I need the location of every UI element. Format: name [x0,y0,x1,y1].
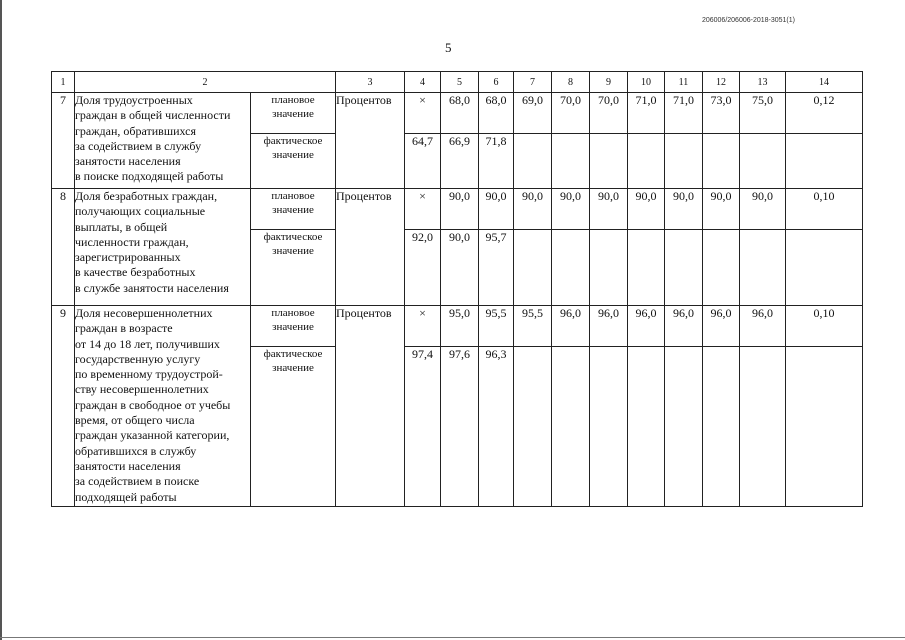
indicator-name-line: выплаты, в общей [75,219,168,234]
indicator-name-line: за содействием в службу [75,138,202,153]
row-number: 9 [52,306,75,507]
value-type-fact [251,134,336,189]
indicator-name-line: Доля несовершеннолетних [75,306,213,320]
value-type-fact [251,230,336,306]
indicator-name-line: занятости населения [75,154,181,169]
scan-left-edge [0,0,2,640]
fact-value-cell [628,347,665,507]
indicator-name-line: граждан, обратившихся [75,123,197,138]
fact-value-cell [628,230,665,306]
plan-value-cell: 69,0 [514,93,552,134]
header-cell: 11 [665,72,703,93]
plan-value-cell: 90,0 [479,189,514,230]
fact-value-cell: 96,3 [479,347,514,507]
plan-value-cell: 96,0 [740,306,786,347]
value-type-fact [251,347,336,507]
indicators-table [51,71,863,507]
indicator-name-line: время, от общего числа [75,413,195,428]
fact-value-cell [552,347,590,507]
indicator-name [75,189,251,306]
fact-value-cell [665,347,703,507]
value-type-line: значение [272,362,314,374]
fact-value-cell [703,230,740,306]
indicator-name-line: ству несовершеннолетних [75,382,209,397]
fact-value-cell [740,347,786,507]
plan-value-cell: 96,0 [552,306,590,347]
plan-value-cell: 75,0 [740,93,786,134]
fact-value-cell: 71,8 [479,134,514,189]
indicator-name-line: зарегистрированных [75,250,181,265]
value-type-line: плановое [271,94,315,106]
fact-value-cell [590,134,628,189]
fact-value-cell [514,347,552,507]
unit-of-measure: Процентов [336,189,405,306]
indicator-name-line: численности граждан, [75,234,189,249]
value-type-line: фактическое [263,348,323,360]
plan-value-cell: 90,0 [441,189,479,230]
plan-value-cell: 71,0 [665,93,703,134]
value-type-line: значение [272,204,314,216]
row-number: 8 [52,189,75,306]
fact-value-cell [628,134,665,189]
fact-value-cell [514,134,552,189]
fact-value-cell [665,230,703,306]
header-cell: 2 [75,72,336,93]
header-cell: 10 [628,72,665,93]
fact-value-cell: 97,6 [441,347,479,507]
fact-value-cell [703,134,740,189]
plan-value-cell: × [405,306,441,347]
fact-value-cell [514,230,552,306]
indicator-name-line: занятости населения [75,458,181,473]
plan-value-cell: 95,5 [514,306,552,347]
value-type-line: плановое [271,190,315,202]
indicator-name-line: получающих социальные [75,204,206,219]
indicator-name-line: в службе занятости населения [75,280,229,295]
header-cell: 1 [52,72,75,93]
plan-value-cell: 0,10 [786,189,863,230]
document-id: 206006/206006-2018-3051(1) [701,17,795,24]
header-cell: 6 [479,72,514,93]
plan-value-cell: 71,0 [628,93,665,134]
fact-value-cell: 95,7 [479,230,514,306]
header-row [52,72,863,93]
fact-value-cell [590,347,628,507]
plan-value-cell: × [405,189,441,230]
header-cell: 8 [552,72,590,93]
header-cell: 12 [703,72,740,93]
scan-bottom-edge [0,637,905,638]
fact-value-cell [552,134,590,189]
value-type-line: значение [272,108,314,120]
plan-value-cell: 90,0 [514,189,552,230]
indicator-name-line: за содействием в поиске [75,474,200,489]
fact-value-cell: 90,0 [441,230,479,306]
plan-value-cell: 70,0 [552,93,590,134]
fact-value-cell: 97,4 [405,347,441,507]
header-cell: 3 [336,72,405,93]
fact-value-cell [786,230,863,306]
plan-value-cell: 95,0 [441,306,479,347]
row-number: 7 [52,93,75,189]
fact-value-cell [786,134,863,189]
plan-value-cell: 70,0 [590,93,628,134]
indicator-name-line: граждан в свободное от учебы [75,397,231,412]
indicator-name-line: граждан в общей численности [75,108,231,123]
table-row-plan [52,93,863,134]
page-number: 5 [445,40,452,55]
header-cell: 5 [441,72,479,93]
value-type-plan [251,306,336,347]
value-type-plan [251,189,336,230]
plan-value-cell: 90,0 [740,189,786,230]
value-type-line: фактическое [263,231,323,243]
indicator-name-line: в качестве безработных [75,265,196,280]
plan-value-cell: 73,0 [703,93,740,134]
indicator-name [75,306,251,507]
indicator-name-line: по временному трудоустрой- [75,367,223,382]
indicator-name-line: Доля безработных граждан, [75,189,218,203]
value-type-line: плановое [271,307,315,319]
plan-value-cell: 0,10 [786,306,863,347]
plan-value-cell: 96,0 [590,306,628,347]
fact-value-cell [740,230,786,306]
indicator-name-line: государственную услугу [75,351,201,366]
table-row-plan [52,189,863,230]
fact-value-cell [786,347,863,507]
indicator-name-line: обратившихся в службу [75,443,197,458]
value-type-line: значение [272,245,314,257]
plan-value-cell: × [405,93,441,134]
plan-value-cell: 0,12 [786,93,863,134]
indicator-name-line: Доля трудоустроенных [75,93,193,107]
plan-value-cell: 90,0 [703,189,740,230]
table-row-plan [52,306,863,347]
indicator-name-line: граждан в возрасте [75,321,173,336]
fact-value-cell [590,230,628,306]
plan-value-cell: 96,0 [703,306,740,347]
fact-value-cell [740,134,786,189]
plan-value-cell: 68,0 [479,93,514,134]
indicator-name [75,93,251,189]
value-type-line: значение [272,149,314,161]
header-cell: 7 [514,72,552,93]
header-cell: 13 [740,72,786,93]
plan-value-cell: 90,0 [552,189,590,230]
fact-value-cell [552,230,590,306]
fact-value-cell: 92,0 [405,230,441,306]
value-type-plan [251,93,336,134]
indicator-name-line: подходящей работы [75,489,177,504]
fact-value-cell [665,134,703,189]
plan-value-cell: 96,0 [665,306,703,347]
header-cell: 9 [590,72,628,93]
plan-value-cell: 95,5 [479,306,514,347]
value-type-line: фактическое [263,135,323,147]
plan-value-cell: 90,0 [590,189,628,230]
plan-value-cell: 90,0 [628,189,665,230]
indicator-name-line: в поиске подходящей работы [75,169,224,184]
fact-value-cell [703,347,740,507]
indicator-name-line: граждан указанной категории, [75,428,230,443]
fact-value-cell: 64,7 [405,134,441,189]
unit-of-measure: Процентов [336,93,405,189]
fact-value-cell: 66,9 [441,134,479,189]
value-type-line: значение [272,321,314,333]
plan-value-cell: 96,0 [628,306,665,347]
header-cell: 14 [786,72,863,93]
header-cell: 4 [405,72,441,93]
plan-value-cell: 68,0 [441,93,479,134]
indicator-name-line: от 14 до 18 лет, получивших [75,336,220,351]
unit-of-measure: Процентов [336,306,405,507]
plan-value-cell: 90,0 [665,189,703,230]
